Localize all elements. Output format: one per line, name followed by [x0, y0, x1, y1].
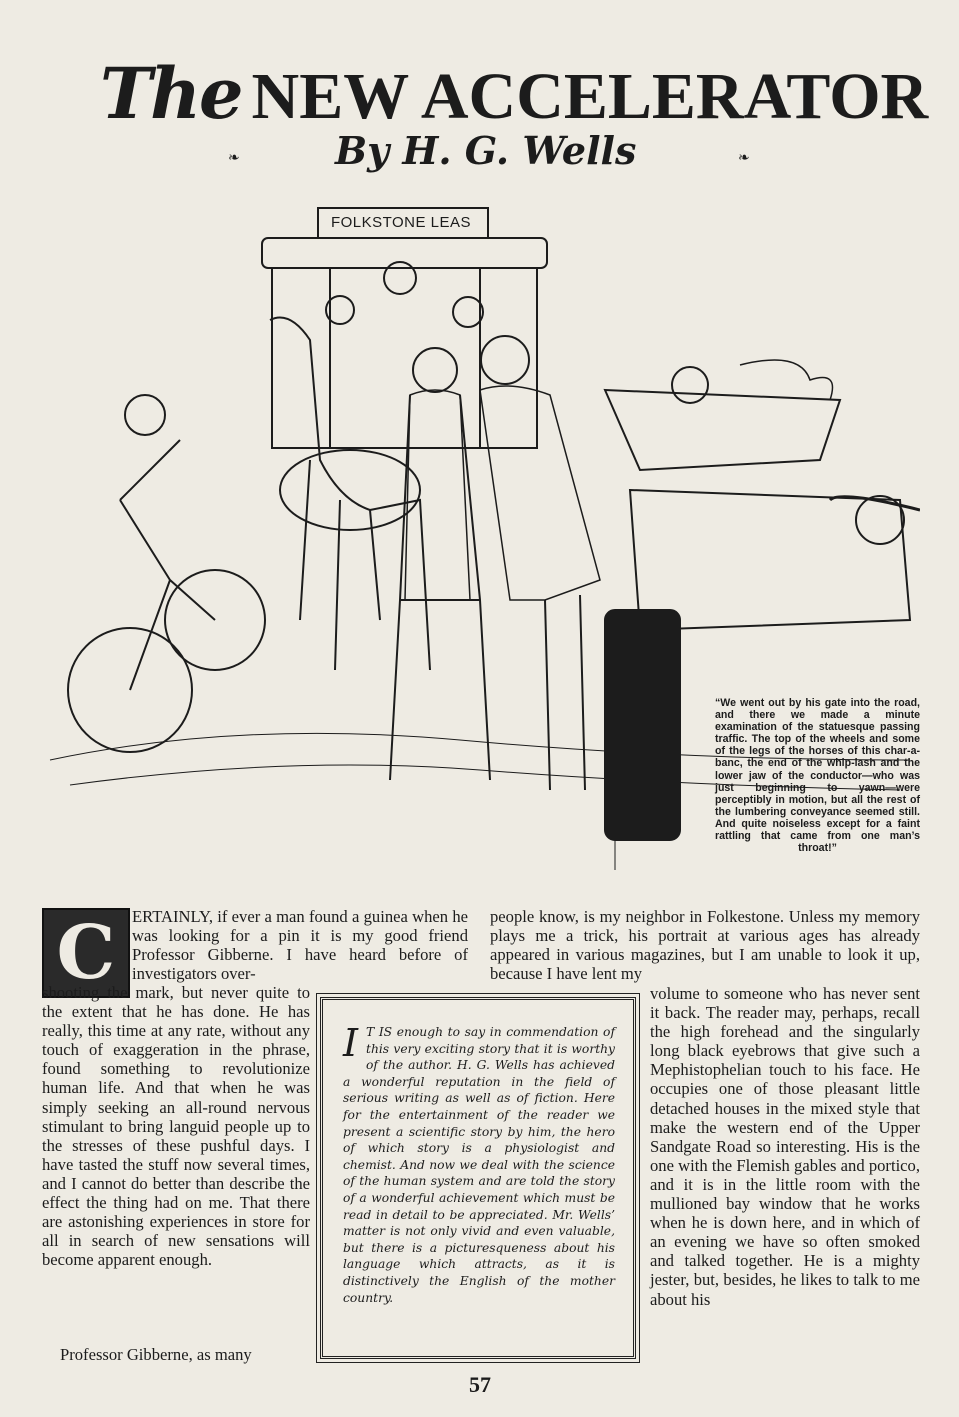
title-main: NEW ACCELERATOR: [251, 60, 929, 133]
illustration-caption: “We went out by his gate into the road, and there we made a minute examination of the statuesque passing traffic. The top of the wheels and some of the legs of the horses of this char-a-banc, the end of the whip-lash and the lower jaw of the conductor—who was just beginning to yawn—were perceptibly in motion, but all the rest of the lumbering conveyance seemed still. And quite noiseless except for a faint rattling that came from one man’s throat!”: [715, 697, 920, 855]
column3-text: volume to someone who has never sent it back. The reader may, perhaps, recall the high forehead and the singularly long black eyebrows that give such a Mephistophelian touch to his face. He occupies one of those pleasant little detached houses in the mixed style that make the western end of the Upper Sandgate Road so interesting. His is the one with the Flemish gables and portico, and it is in the little room with the mullioned bay window that he works when he is down here, and in which of an evening we have so often smoked and talked together. He is a mighty jester, but, besides, he likes to talk to me about his: [650, 984, 920, 1309]
column1-continuation: Professor Gibberne, as many: [60, 1345, 252, 1364]
column2-text: people know, is my neighbor in Folkestone. Unless my memory plays me a trick, his portrait at various ages has already appeared in various magazines, but I am unable to look it up, because I have lent my: [490, 907, 920, 984]
drop-cap: C: [42, 908, 130, 998]
byline: By H. G. Wells: [335, 128, 637, 173]
page-number: 57: [469, 1372, 491, 1397]
editor-note-box: [320, 997, 636, 1359]
opening-text: if ever a man found a guinea when he was looking for a pin it is my good friend Professor Gibberne. I have heard before of investigators over-: [132, 907, 468, 984]
ornament-right-icon: ❧: [738, 150, 750, 166]
title-prefix: The: [100, 52, 242, 135]
ornament-left-icon: ❧: [228, 150, 240, 166]
column1-text: shooting the mark, but never quite to the extent that he has done. He has really, this time at any rate, without any touch of exaggeration in the phrase, found something to revolutionize human life. And that when he was simply seeking an all-round nervous stimulant to bring languid people up to the stresses of these pushful days. I have tasted the stuff now several times, and I cannot do better than describe the effect the thing had on me. That there are astonishing experiences in store for all in search of new sensations will become apparent enough.: [42, 983, 310, 1270]
carriage-sign: FOLKSTONE LEAS: [330, 214, 472, 231]
column1-opening: [132, 907, 468, 983]
editor-note-initial: I: [343, 1021, 359, 1065]
opening-word: ERTAINLY,: [132, 907, 213, 926]
editor-note-text: T IS enough to say in commendation of this very exciting story that it is worthy of the author. H. G. Wells has achieved a wonderful reputation in the field of serious writing as well as of fiction. Here for the entertainment of the reader we present a scientific story by him, the hero of which story is a physiologist and chemist. And now we deal with the science of the human system and are told the story of a wonderful achievement which must be read in detail to be appreciated. Mr. Wells’ matter is not only vivid and even valuable, but there is a picturesqueness about his language which attracts, as it is distinctively the English of the mother country.: [343, 1025, 615, 1305]
